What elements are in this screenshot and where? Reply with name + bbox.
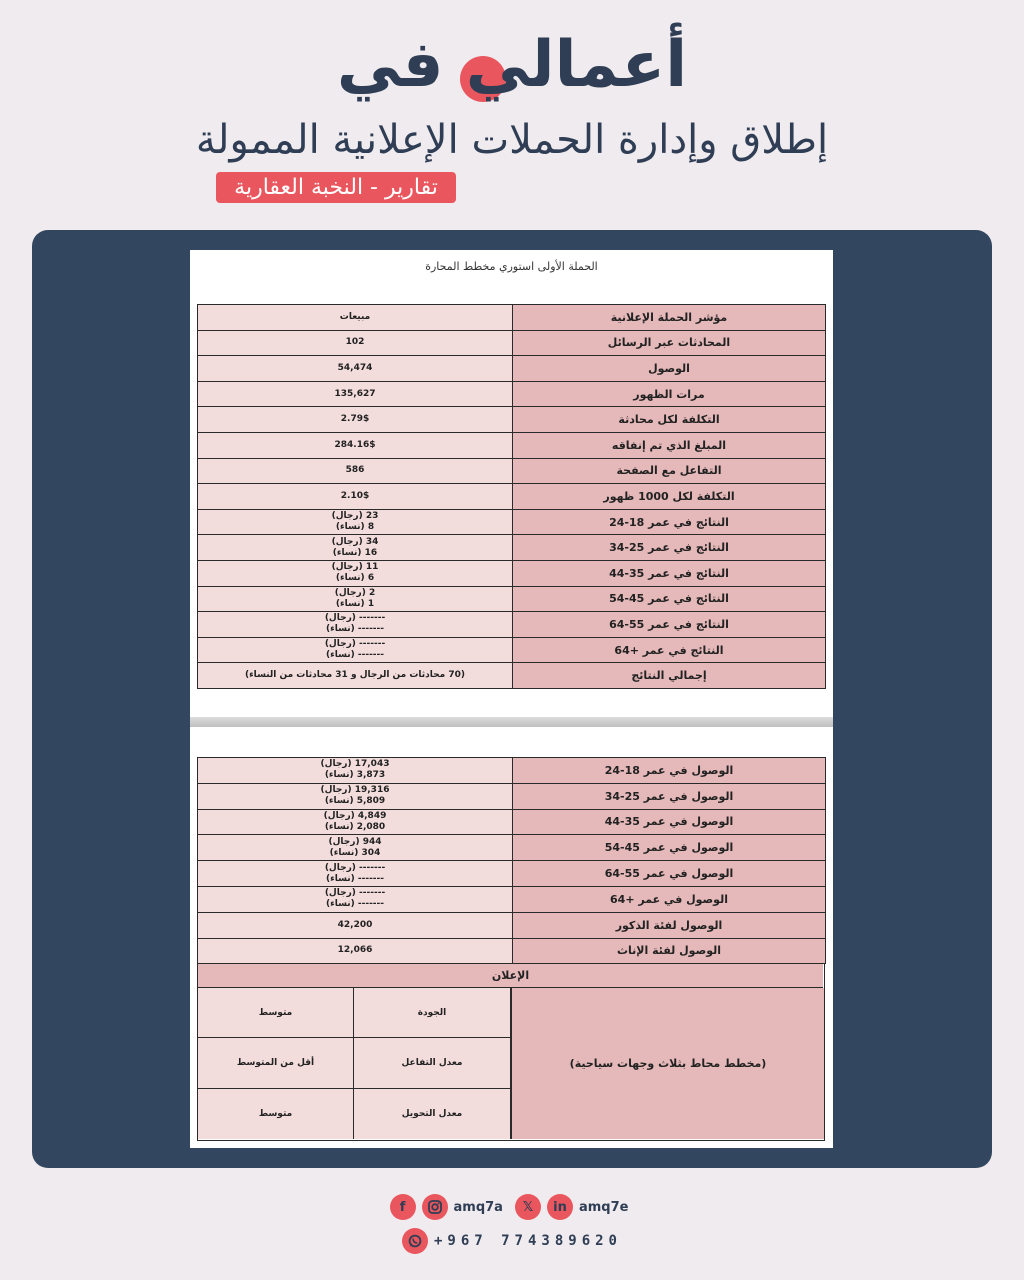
- phone-number: +967 774389620: [433, 1233, 622, 1249]
- value-women: 2,080 (نساء): [324, 821, 386, 832]
- value-women: ------- (نساء): [325, 899, 385, 910]
- cell-label: النتائج في عمر 35-44: [513, 560, 826, 586]
- cell-label: الوصول في عمر +64: [513, 886, 826, 912]
- value-women: 1 (نساء): [335, 598, 375, 609]
- value-women: ------- (نساء): [325, 650, 385, 661]
- table-row: [198, 637, 826, 663]
- ad-heading: الإعلان: [198, 964, 823, 988]
- cell-value: [198, 637, 513, 663]
- value-women: 304 (نساء): [329, 847, 381, 858]
- cell-label: التفاعل مع الصفحة: [513, 458, 826, 484]
- linkedin-icon[interactable]: in: [547, 1194, 573, 1220]
- cell-label: الوصول لفئة الذكور: [513, 912, 826, 938]
- hero-subtitle: إطلاق وإدارة الحملات الإعلانية الممولة: [195, 117, 829, 163]
- hero-title-first-text: أعمالي: [465, 28, 688, 102]
- table-row: [198, 861, 826, 887]
- cell-value: [198, 560, 513, 586]
- hero-tag: تقارير - النخبة العقارية: [216, 172, 456, 203]
- value-men: ------- (رجال): [324, 613, 386, 624]
- cell-value: [198, 809, 513, 835]
- ad-name: (مخطط محاط بثلاث وجهات سياحية): [511, 988, 824, 1139]
- cell-value: [198, 835, 513, 861]
- table-row: [198, 407, 826, 433]
- value-men: ------- (رجال): [324, 639, 386, 650]
- cell-value: 12,066: [198, 938, 513, 964]
- ad-metric-value: أقل من المتوسط: [198, 1038, 354, 1088]
- hero-title-first: [466, 20, 687, 110]
- table-row: [198, 432, 826, 458]
- cell-value: [198, 783, 513, 809]
- cell-label: الوصول لفئة الإناث: [513, 938, 826, 964]
- cell-label: النتائج في عمر 55-64: [513, 612, 826, 638]
- table-row: [198, 938, 826, 964]
- cell-label: إجمالي النتائج: [513, 663, 826, 689]
- value-women: 6 (نساء): [335, 573, 375, 584]
- table-row: [198, 381, 826, 407]
- value-men: ------- (رجال): [324, 888, 386, 899]
- value-women: 3,873 (نساء): [324, 770, 386, 781]
- page-divider: [190, 717, 833, 727]
- cell-label: التكلفة لكل محادثة: [513, 407, 826, 433]
- table-row: [198, 535, 826, 561]
- facebook-icon[interactable]: f: [390, 1194, 416, 1220]
- cell-label: الوصول في عمر 18-24: [513, 758, 826, 784]
- cell-label: الوصول في عمر 35-44: [513, 809, 826, 835]
- value-women: 5,809 (نساء): [324, 796, 386, 807]
- cell-label: المبلغ الذي تم إنفاقه: [513, 432, 826, 458]
- cell-value: 586: [198, 458, 513, 484]
- table-row: [198, 612, 826, 638]
- cell-label: مؤشر الحملة الإعلانية: [513, 305, 826, 331]
- value-men: 19,316 (رجال): [320, 785, 390, 796]
- cell-value: [198, 509, 513, 535]
- value-men: ------- (رجال): [324, 862, 386, 873]
- document-page-2: [190, 727, 833, 1148]
- table-row: [198, 835, 826, 861]
- cell-value: 135,627: [198, 381, 513, 407]
- value-men: 23 (رجال): [331, 511, 379, 522]
- cell-value: [198, 586, 513, 612]
- cell-label: الوصول في عمر 55-64: [513, 861, 826, 887]
- document-page-1: [190, 250, 833, 717]
- cell-value: [198, 886, 513, 912]
- table-row: [198, 484, 826, 510]
- table-row: [198, 783, 826, 809]
- cell-label: الوصول في عمر 45-54: [513, 835, 826, 861]
- table-row: [198, 663, 826, 689]
- cell-label: النتائج في عمر 18-24: [513, 509, 826, 535]
- value-women: 16 (نساء): [332, 547, 378, 558]
- ad-metric-label: معدل التفاعل: [354, 1038, 511, 1088]
- reach-table: [197, 757, 826, 964]
- value-women: ------- (نساء): [325, 873, 385, 884]
- whatsapp-icon[interactable]: [402, 1228, 428, 1254]
- value-men: 944 (رجال): [328, 836, 382, 847]
- cell-value: [198, 612, 513, 638]
- table-row: [198, 886, 826, 912]
- social-row: [0, 1194, 1024, 1220]
- campaign-table: [197, 304, 826, 689]
- cell-value: 2.10$: [198, 484, 513, 510]
- cell-label: الوصول: [513, 356, 826, 382]
- table-row: [198, 305, 826, 331]
- cell-label: الوصول في عمر 25-34: [513, 783, 826, 809]
- ad-section: [197, 963, 825, 1141]
- value-men: 2 (رجال): [334, 587, 376, 598]
- table-row: [198, 458, 826, 484]
- cell-value: 2.79$: [198, 407, 513, 433]
- cell-value: 54,474: [198, 356, 513, 382]
- cell-value: [198, 758, 513, 784]
- ad-metric-label: معدل التحويل: [354, 1089, 511, 1139]
- instagram-icon[interactable]: [422, 1194, 448, 1220]
- table-row: [198, 356, 826, 382]
- cell-label: المحادثات عبر الرسائل: [513, 330, 826, 356]
- value-men: 4,849 (رجال): [323, 810, 387, 821]
- value-women: ------- (نساء): [325, 624, 385, 635]
- cell-value: [198, 535, 513, 561]
- table-row: [198, 586, 826, 612]
- cell-label: النتائج في عمر +64: [513, 637, 826, 663]
- ad-metric-label: الجودة: [354, 988, 511, 1038]
- table-row: [198, 809, 826, 835]
- hero-title-rest: في: [336, 28, 444, 102]
- value-men: 11 (رجال): [331, 562, 379, 573]
- cell-value: 42,200: [198, 912, 513, 938]
- phone-row: [0, 1228, 1024, 1254]
- cell-value: مبيعات: [198, 305, 513, 331]
- hero-title: [0, 20, 1024, 110]
- cell-label: النتائج في عمر 25-34: [513, 535, 826, 561]
- table-row: [198, 560, 826, 586]
- cell-value: (70 محادثات من الرجال و 31 محادثات من النساء): [198, 663, 513, 689]
- social-handle-2: amq7e: [578, 1199, 629, 1215]
- cell-value: [198, 861, 513, 887]
- x-icon[interactable]: 𝕏: [515, 1194, 541, 1220]
- cell-value: 284.16$: [198, 432, 513, 458]
- table-row: [198, 912, 826, 938]
- value-women: 8 (نساء): [335, 522, 375, 533]
- table-row: [198, 758, 826, 784]
- table-row: [198, 330, 826, 356]
- cell-label: النتائج في عمر 45-54: [513, 586, 826, 612]
- cell-label: مرات الظهور: [513, 381, 826, 407]
- cell-label: التكلفة لكل 1000 ظهور: [513, 484, 826, 510]
- table-row: [198, 509, 826, 535]
- ad-metric-value: متوسط: [198, 1089, 354, 1139]
- value-men: 34 (رجال): [331, 536, 379, 547]
- cell-value: 102: [198, 330, 513, 356]
- value-men: 17,043 (رجال): [320, 759, 390, 770]
- ad-metric-value: متوسط: [198, 988, 354, 1038]
- document-title: الحملة الأولى استوري مخطط المحارة: [425, 260, 598, 273]
- social-handle-1: amq7a: [453, 1199, 503, 1215]
